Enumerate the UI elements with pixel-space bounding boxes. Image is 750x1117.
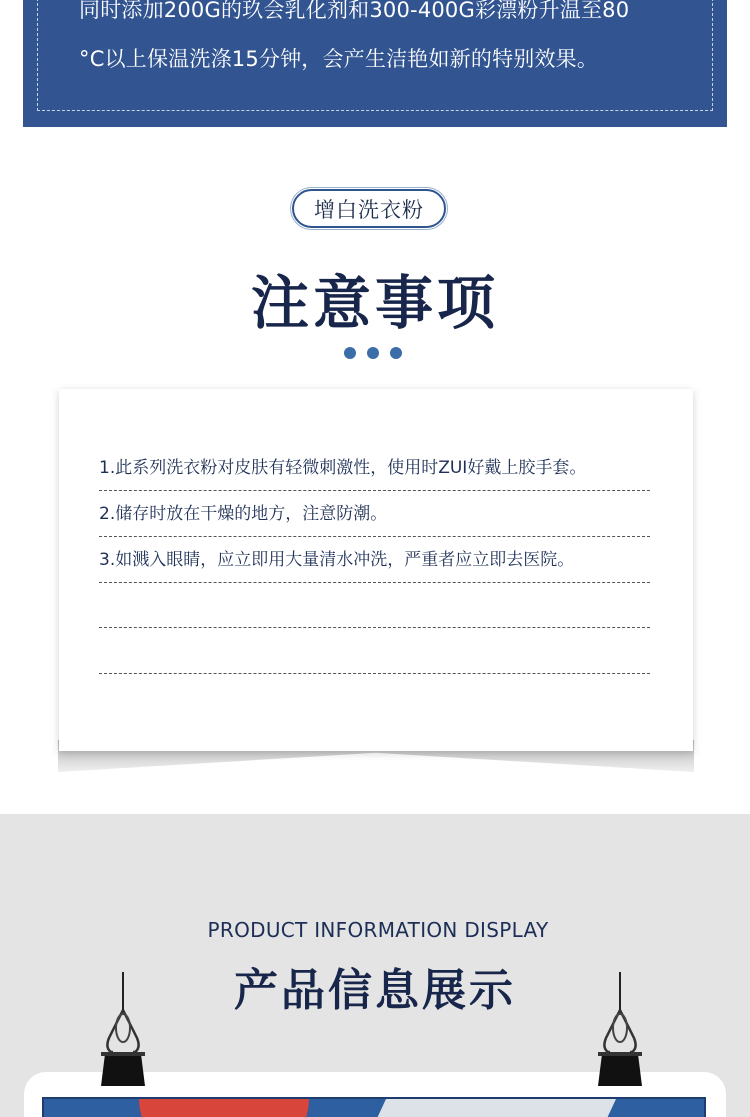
note-item-2: 2.储存时放在干燥的地方，注意防潮。 (99, 491, 650, 537)
note-item-1: 1.此系列洗衣粉对皮肤有轻微刺激性，使用时ZUI好戴上胶手套。 (99, 445, 650, 491)
product-image (42, 1097, 706, 1117)
dot (344, 347, 356, 359)
note-item-3: 3.如溅入眼睛，应立即用大量清水冲洗，严重者应立即去医院。 (99, 537, 650, 583)
dot (390, 347, 402, 359)
product-en-title: PRODUCT INFORMATION DISPLAY (207, 918, 549, 942)
note-item-4 (99, 582, 650, 628)
product-cn-title: 产品信息展示 (234, 965, 516, 1016)
binder-clip-icon (97, 972, 149, 1088)
product-image-light-band (372, 1099, 616, 1117)
product-image-red-shape (139, 1099, 309, 1117)
note-item-5 (99, 628, 650, 674)
panel-text-line-1: 同时添加200G的玖会乳化剂和300-400G彩漂粉升温至80 (79, 0, 630, 22)
decorative-dots (344, 347, 402, 359)
info-panel (23, 0, 727, 127)
binder-clip-icon (594, 972, 646, 1088)
category-pill: 增白洗衣粉 (292, 189, 446, 228)
dot (367, 347, 379, 359)
notes-card (59, 389, 693, 751)
notes-title: 注意事项 (250, 269, 499, 337)
panel-text-line-2: °C以上保温洗涤15分钟，会产生洁艳如新的特别效果。 (79, 47, 599, 71)
panel-text (79, 0, 679, 84)
